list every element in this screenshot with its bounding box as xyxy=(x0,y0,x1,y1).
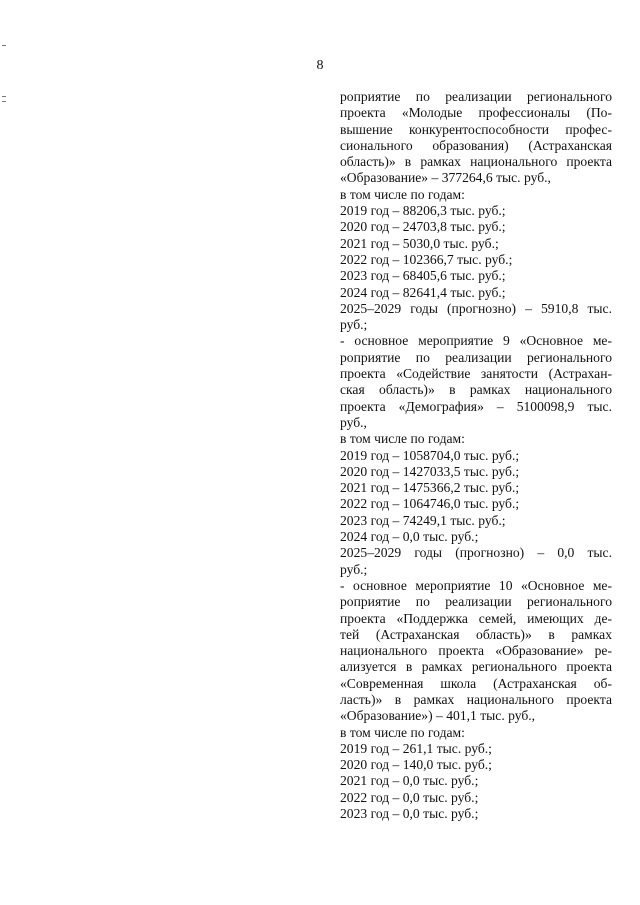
text-line: 2023 год – 0,0 тыс. руб.; xyxy=(340,806,479,822)
text-line: национального проекта «Образование» ре- xyxy=(340,643,612,659)
text-line: руб.; xyxy=(340,317,368,333)
margin-mark xyxy=(2,101,6,102)
text-line: в том числе по годам: xyxy=(340,186,465,202)
page-number: 8 xyxy=(316,58,324,73)
text-line: руб.; xyxy=(340,561,368,577)
text-line: 2022 год – 1064746,0 тыс. руб.; xyxy=(340,496,520,512)
text-column xyxy=(340,89,612,822)
text-line: в том числе по годам: xyxy=(340,724,465,740)
text-line: тей (Астраханская область)» в рамках xyxy=(340,626,612,642)
text-line: 2022 год – 0,0 тыс. руб.; xyxy=(340,789,479,805)
text-line: проекта «Поддержка семей, имеющих де- xyxy=(340,610,612,626)
text-line: проекта «Содействие занятости (Астрахан- xyxy=(340,366,612,382)
text-line: сионального образования) (Астраханская xyxy=(340,137,612,153)
text-line: «Образование» – 377264,6 тыс. руб., xyxy=(340,170,551,186)
text-line: «Образование») – 401,1 тыс. руб., xyxy=(340,708,536,724)
text-line: роприятие по реализации регионального xyxy=(340,89,612,104)
text-line: 2023 год – 68405,6 тыс. руб.; xyxy=(340,268,506,284)
text-line: 2024 год – 82641,4 тыс. руб.; xyxy=(340,284,506,300)
text-line: 2019 год – 88206,3 тыс. руб.; xyxy=(340,203,506,219)
text-line: проекта «Демография» – 5100098,9 тыс. xyxy=(340,398,612,414)
margin-mark xyxy=(2,96,6,97)
text-line: область)» в рамках национального проекта xyxy=(340,154,612,170)
margin-mark xyxy=(2,45,6,46)
text-line: 2021 год – 0,0 тыс. руб.; xyxy=(340,773,479,789)
text-line: ласть)» в рамках национального проекта xyxy=(340,691,612,707)
text-line: 2019 год – 261,1 тыс. руб.; xyxy=(340,740,492,756)
text-line: в том числе по годам: xyxy=(340,431,465,447)
text-line: 2020 год – 24703,8 тыс. руб.; xyxy=(340,219,506,235)
text-line: роприятие по реализации регионального xyxy=(340,349,612,365)
text-line: 2021 год – 1475366,2 тыс. руб.; xyxy=(340,480,520,496)
text-line: роприятие по реализации регионального xyxy=(340,594,612,610)
text-line: 2020 год – 1427033,5 тыс. руб.; xyxy=(340,463,520,479)
text-line: ализуется в рамках регионального проекта xyxy=(340,659,612,675)
text-line: 2024 год – 0,0 тыс. руб.; xyxy=(340,529,479,545)
text-line: 2025–2029 годы (прогнозно) – 5910,8 тыс. xyxy=(340,300,612,316)
text-line: - основное мероприятие 9 «Основное ме- xyxy=(340,333,612,349)
text-line: руб., xyxy=(340,414,367,430)
text-line: 2019 год – 1058704,0 тыс. руб.; xyxy=(340,447,520,463)
text-line: 2020 год – 140,0 тыс. руб.; xyxy=(340,757,492,773)
text-line: 2021 год – 5030,0 тыс. руб.; xyxy=(340,235,499,251)
text-line: ская область)» в рамках национального xyxy=(340,382,612,398)
text-line: «Современная школа (Астраханская об- xyxy=(340,675,612,691)
text-line: 2022 год – 102366,7 тыс. руб.; xyxy=(340,251,513,267)
text-line: 2023 год – 74249,1 тыс. руб.; xyxy=(340,512,506,528)
text-line: - основное мероприятие 10 «Основное ме- xyxy=(340,577,612,593)
text-line: 2025–2029 годы (прогнозно) – 0,0 тыс. xyxy=(340,545,612,561)
text-line: проекта «Молодые профессионалы (По- xyxy=(340,105,612,121)
text-line: вышение конкурентоспособности профес- xyxy=(340,121,612,137)
